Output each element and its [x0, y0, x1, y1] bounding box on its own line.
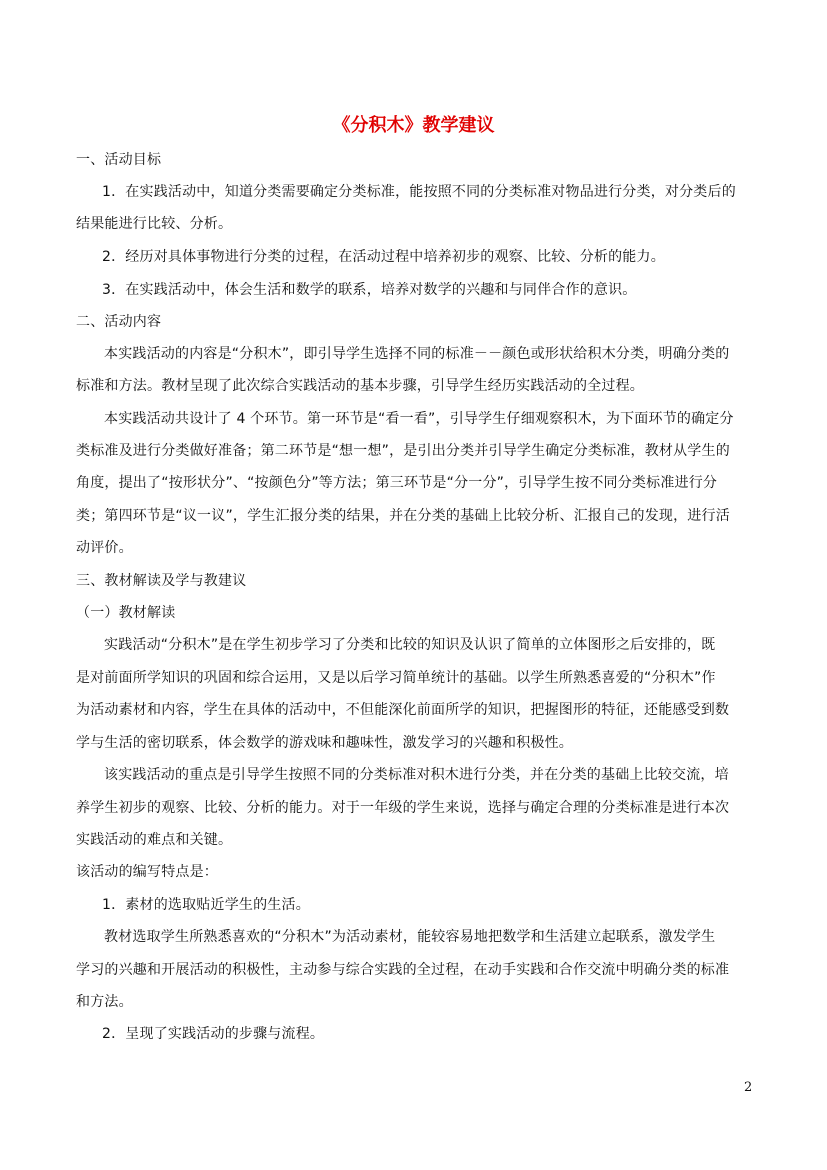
paragraph-line: 本实践活动共设计了 4 个环节。第一环节是“看一看”，引导学生仔细观察积木，为下面环节的确定分 — [104, 411, 734, 427]
paragraph-line: 该实践活动的重点是引导学生按照不同的分类标准对积木进行分类，并在分类的基础上比较交流，培 — [104, 767, 729, 783]
list-item: 1．素材的选取贴近学生的生活。 — [102, 897, 310, 913]
paragraph-line: 为活动素材和内容，学生在具体的活动中，不但能深化前面所学的知识，把握图形的特征，还能感受到数 — [76, 702, 730, 718]
paragraph-line: 该活动的编写特点是： — [76, 864, 218, 880]
paragraph-line: 学与生活的密切联系，体会数学的游戏味和趣味性，激发学习的兴趣和积极性。 — [76, 735, 573, 751]
paragraph-line: 教材选取学生所熟悉喜欢的“分积木”为活动素材，能较容易地把数学和生活建立起联系，激发学生 — [104, 929, 716, 945]
paragraph-line: 标准和方法。教材呈现了此次综合实践活动的基本步骤，引导学生经历实践活动的全过程。 — [76, 378, 644, 394]
paragraph-line: 3．在实践活动中，体会生活和数学的联系，培养对数学的兴趣和与同伴合作的意识。 — [102, 282, 637, 298]
paragraph-line: 类标准及进行分类做好准备；第二环节是“想一想”，是引出分类并引导学生确定分类标准，教材从学生的 — [76, 443, 730, 459]
paragraph-line: 实践活动的难点和关键。 — [76, 832, 233, 848]
paragraph-line: 结果能进行比较、分析。 — [76, 216, 233, 232]
section-heading-content: 二、活动内容 — [76, 314, 162, 330]
paragraph-line: 本实践活动的内容是“分积木”，即引导学生选择不同的标准－－颜色或形状给积木分类，明确分类的 — [104, 346, 730, 362]
paragraph-line: 动评价。 — [76, 540, 133, 556]
paragraph-line: 是对前面所学知识的巩固和综合运用，又是以后学习简单统计的基础。以学生所熟悉喜爱的“分积木”作 — [76, 670, 716, 686]
paragraph-line: 2．经历对具体事物进行分类的过程，在活动过程中培养初步的观察、比较、分析的能力。 — [102, 249, 665, 265]
paragraph-line: 角度，提出了“按形状分”、“按颜色分”等方法；第三环节是“分一分”，引导学生按不同分类标准进行分 — [76, 475, 718, 491]
paragraph-line: 和方法。 — [76, 994, 133, 1010]
page-number: 2 — [744, 1080, 753, 1095]
section-heading-goals: 一、活动目标 — [76, 152, 162, 168]
subsection-heading: （一）教材解读 — [76, 605, 176, 621]
paragraph-line: 实践活动“分积木”是在学生初步学习了分类和比较的知识及认识了简单的立体图形之后安排的，既 — [104, 637, 716, 653]
section-heading-textbook: 三、教材解读及学与教建议 — [76, 573, 247, 589]
paragraph-line: 类；第四环节是“议一议”，学生汇报分类的结果，并在分类的基础上比较分析、汇报自己的发现，进行活 — [76, 508, 730, 524]
paragraph-line: 养学生初步的观察、比较、分析的能力。对于一年级的学生来说，选择与确定合理的分类标准是进行本次 — [76, 800, 730, 816]
list-item: 2．呈现了实践活动的步骤与流程。 — [102, 1026, 325, 1042]
paragraph-line: 学习的兴趣和开展活动的积极性，主动参与综合实践的全过程，在动手实践和合作交流中明确分类的标准 — [76, 962, 730, 978]
paragraph-line: 1．在实践活动中，知道分类需要确定分类标准，能按照不同的分类标准对物品进行分类，对分类后的 — [102, 184, 736, 200]
document-title: 《分积木》教学建议 — [332, 115, 495, 136]
